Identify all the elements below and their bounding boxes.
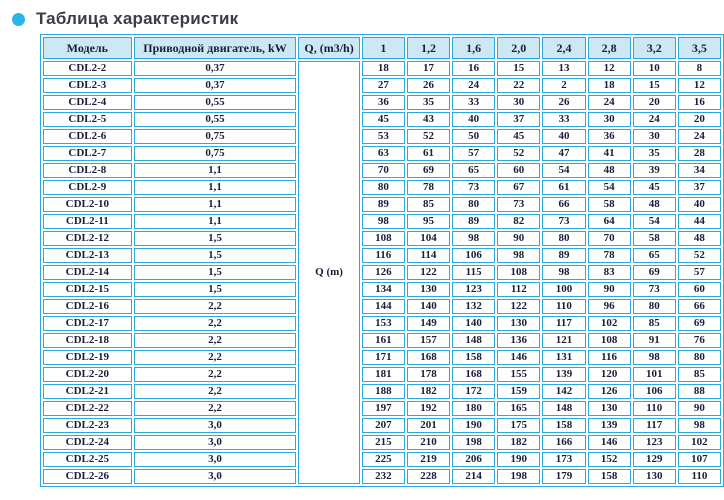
- head-value-cell: 61: [407, 146, 450, 161]
- model-cell: CDL2-23: [43, 418, 132, 433]
- head-value-cell: 98: [678, 418, 721, 433]
- table-row: [43, 180, 721, 195]
- head-value-cell: 30: [497, 95, 540, 110]
- head-value-cell: 149: [407, 316, 450, 331]
- table-row: [43, 469, 721, 484]
- power-cell: 1,1: [134, 214, 297, 229]
- model-cell: CDL2-7: [43, 146, 132, 161]
- head-value-cell: 148: [452, 333, 495, 348]
- head-value-cell: 80: [633, 299, 676, 314]
- head-value-cell: 110: [542, 299, 585, 314]
- head-value-cell: 20: [678, 112, 721, 127]
- table-row: [43, 418, 721, 433]
- head-value-cell: 115: [452, 265, 495, 280]
- head-value-cell: 12: [678, 78, 721, 93]
- head-value-cell: 45: [633, 180, 676, 195]
- head-value-cell: 27: [362, 78, 405, 93]
- head-value-cell: 130: [407, 282, 450, 297]
- table-row: [43, 435, 721, 450]
- power-cell: 2,2: [134, 350, 297, 365]
- head-value-cell: 136: [497, 333, 540, 348]
- flow-value-header: 3,2: [633, 37, 676, 59]
- head-value-cell: 63: [362, 146, 405, 161]
- head-value-cell: 85: [678, 367, 721, 382]
- head-value-cell: 140: [407, 299, 450, 314]
- power-cell: 3,0: [134, 452, 297, 467]
- head-value-cell: 159: [497, 384, 540, 399]
- head-value-cell: 132: [452, 299, 495, 314]
- head-value-cell: 54: [542, 163, 585, 178]
- head-value-cell: 73: [452, 180, 495, 195]
- head-value-cell: 153: [362, 316, 405, 331]
- head-value-cell: 116: [588, 350, 631, 365]
- model-cell: CDL2-22: [43, 401, 132, 416]
- model-cell: CDL2-18: [43, 333, 132, 348]
- head-value-cell: 18: [588, 78, 631, 93]
- head-value-cell: 45: [362, 112, 405, 127]
- model-column-header: Модель: [43, 37, 132, 59]
- page-title: Таблица характеристик: [36, 9, 239, 28]
- power-cell: 2,2: [134, 333, 297, 348]
- head-value-cell: 22: [497, 78, 540, 93]
- head-value-cell: 89: [362, 197, 405, 212]
- table-row: [43, 316, 721, 331]
- head-value-cell: 197: [362, 401, 405, 416]
- head-value-cell: 90: [588, 282, 631, 297]
- power-cell: 0,55: [134, 95, 297, 110]
- head-value-cell: 126: [588, 384, 631, 399]
- head-value-cell: 122: [497, 299, 540, 314]
- model-cell: CDL2-15: [43, 282, 132, 297]
- head-value-cell: 65: [452, 163, 495, 178]
- model-cell: CDL2-14: [43, 265, 132, 280]
- head-value-cell: 102: [588, 316, 631, 331]
- head-value-cell: 206: [452, 452, 495, 467]
- head-value-cell: 54: [588, 180, 631, 195]
- table-row: [43, 61, 721, 76]
- model-cell: CDL2-9: [43, 180, 132, 195]
- characteristics-table: [40, 34, 724, 487]
- power-cell: 2,2: [134, 316, 297, 331]
- head-value-cell: 91: [633, 333, 676, 348]
- model-cell: CDL2-17: [43, 316, 132, 331]
- head-value-cell: 15: [497, 61, 540, 76]
- table-row: [43, 452, 721, 467]
- head-value-cell: 17: [407, 61, 450, 76]
- head-value-cell: 98: [452, 231, 495, 246]
- head-value-cell: 40: [542, 129, 585, 144]
- table-row: [43, 197, 721, 212]
- power-cell: 3,0: [134, 418, 297, 433]
- head-value-cell: 73: [542, 214, 585, 229]
- head-value-cell: 98: [362, 214, 405, 229]
- head-value-cell: 45: [497, 129, 540, 144]
- model-cell: CDL2-5: [43, 112, 132, 127]
- head-value-cell: 26: [407, 78, 450, 93]
- table-row: [43, 95, 721, 110]
- head-value-cell: 58: [588, 197, 631, 212]
- head-value-cell: 69: [678, 316, 721, 331]
- power-cell: 3,0: [134, 469, 297, 484]
- head-value-cell: 30: [633, 129, 676, 144]
- power-cell: 0,75: [134, 146, 297, 161]
- table-row: [43, 265, 721, 280]
- head-value-cell: 95: [407, 214, 450, 229]
- table-row: [43, 231, 721, 246]
- head-value-cell: 110: [633, 401, 676, 416]
- model-cell: CDL2-13: [43, 248, 132, 263]
- head-value-cell: 104: [407, 231, 450, 246]
- model-cell: CDL2-2: [43, 61, 132, 76]
- head-value-cell: 70: [588, 231, 631, 246]
- head-value-cell: 168: [452, 367, 495, 382]
- model-cell: CDL2-3: [43, 78, 132, 93]
- head-value-cell: 107: [678, 452, 721, 467]
- head-value-cell: 70: [362, 163, 405, 178]
- head-value-cell: 8: [678, 61, 721, 76]
- head-value-cell: 78: [588, 248, 631, 263]
- head-value-cell: 126: [362, 265, 405, 280]
- head-value-cell: 73: [497, 197, 540, 212]
- cyan-bullet-icon: [12, 13, 25, 26]
- head-value-cell: 190: [497, 452, 540, 467]
- head-value-cell: 2: [542, 78, 585, 93]
- head-value-cell: 48: [633, 197, 676, 212]
- head-value-cell: 90: [497, 231, 540, 246]
- head-value-cell: 80: [362, 180, 405, 195]
- model-cell: CDL2-11: [43, 214, 132, 229]
- head-value-cell: 182: [497, 435, 540, 450]
- head-value-cell: 192: [407, 401, 450, 416]
- head-value-cell: 134: [362, 282, 405, 297]
- head-value-cell: 83: [588, 265, 631, 280]
- head-value-cell: 140: [452, 316, 495, 331]
- head-value-cell: 172: [452, 384, 495, 399]
- head-value-cell: 158: [588, 469, 631, 484]
- head-value-cell: 168: [407, 350, 450, 365]
- head-value-cell: 179: [542, 469, 585, 484]
- head-value-cell: 52: [497, 146, 540, 161]
- head-value-cell: 26: [542, 95, 585, 110]
- motor-column-header: Приводной двигатель, kW: [134, 37, 297, 59]
- head-value-cell: 41: [588, 146, 631, 161]
- head-value-cell: 148: [542, 401, 585, 416]
- power-cell: 0,37: [134, 78, 297, 93]
- head-value-cell: 12: [588, 61, 631, 76]
- head-value-cell: 108: [588, 333, 631, 348]
- power-cell: 1,1: [134, 180, 297, 195]
- head-value-cell: 48: [678, 231, 721, 246]
- head-value-cell: 146: [588, 435, 631, 450]
- head-value-cell: 188: [362, 384, 405, 399]
- head-value-cell: 73: [633, 282, 676, 297]
- head-value-cell: 85: [407, 197, 450, 212]
- head-value-cell: 85: [633, 316, 676, 331]
- head-value-cell: 171: [362, 350, 405, 365]
- head-value-cell: 98: [497, 248, 540, 263]
- head-value-cell: 76: [678, 333, 721, 348]
- flow-value-header: 1,2: [407, 37, 450, 59]
- table-row: [43, 299, 721, 314]
- head-value-cell: 110: [678, 469, 721, 484]
- head-value-cell: 166: [542, 435, 585, 450]
- head-value-cell: 24: [452, 78, 495, 93]
- table-row: [43, 146, 721, 161]
- head-value-cell: 130: [497, 316, 540, 331]
- head-value-cell: 15: [633, 78, 676, 93]
- power-cell: 0,75: [134, 129, 297, 144]
- head-value-cell: 57: [678, 265, 721, 280]
- head-value-cell: 130: [588, 401, 631, 416]
- model-cell: CDL2-6: [43, 129, 132, 144]
- head-value-cell: 108: [497, 265, 540, 280]
- head-value-cell: 161: [362, 333, 405, 348]
- power-cell: 0,55: [134, 112, 297, 127]
- head-value-cell: 18: [362, 61, 405, 76]
- power-cell: 2,2: [134, 299, 297, 314]
- head-value-cell: 214: [452, 469, 495, 484]
- flow-value-header: 2,4: [542, 37, 585, 59]
- head-value-cell: 20: [633, 95, 676, 110]
- head-value-cell: 40: [452, 112, 495, 127]
- flow-value-header: 2,0: [497, 37, 540, 59]
- head-value-cell: 228: [407, 469, 450, 484]
- head-value-cell: 108: [362, 231, 405, 246]
- head-value-cell: 35: [407, 95, 450, 110]
- head-value-cell: 112: [497, 282, 540, 297]
- flow-value-header: 1,6: [452, 37, 495, 59]
- head-value-cell: 24: [633, 112, 676, 127]
- head-value-cell: 44: [678, 214, 721, 229]
- head-value-cell: 146: [497, 350, 540, 365]
- model-cell: CDL2-25: [43, 452, 132, 467]
- model-cell: CDL2-20: [43, 367, 132, 382]
- head-value-cell: 78: [407, 180, 450, 195]
- head-value-cell: 198: [452, 435, 495, 450]
- table-row: [43, 248, 721, 263]
- power-cell: 0,37: [134, 61, 297, 76]
- head-value-cell: 37: [678, 180, 721, 195]
- head-value-cell: 43: [407, 112, 450, 127]
- head-value-cell: 215: [362, 435, 405, 450]
- head-value-cell: 201: [407, 418, 450, 433]
- head-value-cell: 106: [633, 384, 676, 399]
- head-value-cell: 158: [452, 350, 495, 365]
- head-value-cell: 178: [407, 367, 450, 382]
- head-value-cell: 35: [633, 146, 676, 161]
- head-value-cell: 123: [633, 435, 676, 450]
- head-value-cell: 116: [362, 248, 405, 263]
- head-value-cell: 24: [678, 129, 721, 144]
- table-row: [43, 401, 721, 416]
- power-cell: 2,2: [134, 384, 297, 399]
- head-value-cell: 144: [362, 299, 405, 314]
- head-value-cell: 24: [588, 95, 631, 110]
- head-value-cell: 54: [633, 214, 676, 229]
- head-value-cell: 210: [407, 435, 450, 450]
- head-value-cell: 16: [452, 61, 495, 76]
- head-value-cell: 139: [588, 418, 631, 433]
- head-value-cell: 157: [407, 333, 450, 348]
- head-value-cell: 33: [452, 95, 495, 110]
- model-cell: CDL2-19: [43, 350, 132, 365]
- model-cell: CDL2-12: [43, 231, 132, 246]
- power-cell: 1,1: [134, 197, 297, 212]
- power-cell: 2,2: [134, 401, 297, 416]
- power-cell: 1,5: [134, 248, 297, 263]
- model-cell: CDL2-4: [43, 95, 132, 110]
- head-value-cell: 190: [452, 418, 495, 433]
- head-value-cell: 82: [497, 214, 540, 229]
- head-value-cell: 47: [542, 146, 585, 161]
- head-value-cell: 121: [542, 333, 585, 348]
- head-value-cell: 34: [678, 163, 721, 178]
- flow-value-header: 2,8: [588, 37, 631, 59]
- head-value-cell: 57: [452, 146, 495, 161]
- head-value-cell: 10: [633, 61, 676, 76]
- head-value-cell: 175: [497, 418, 540, 433]
- head-value-cell: 90: [678, 401, 721, 416]
- head-value-cell: 173: [542, 452, 585, 467]
- head-value-cell: 60: [678, 282, 721, 297]
- head-value-cell: 48: [588, 163, 631, 178]
- head-value-cell: 61: [542, 180, 585, 195]
- head-value-cell: 80: [678, 350, 721, 365]
- head-value-cell: 158: [542, 418, 585, 433]
- head-value-cell: 123: [452, 282, 495, 297]
- head-value-cell: 165: [497, 401, 540, 416]
- head-value-cell: 36: [588, 129, 631, 144]
- table-row: [43, 163, 721, 178]
- head-value-cell: 98: [633, 350, 676, 365]
- head-value-cell: 52: [678, 248, 721, 263]
- head-value-cell: 142: [542, 384, 585, 399]
- table-header-row: [43, 37, 721, 59]
- head-value-cell: 69: [407, 163, 450, 178]
- table-row: [43, 129, 721, 144]
- q-unit-cell: Q (m): [298, 61, 359, 484]
- table-row: [43, 350, 721, 365]
- head-value-cell: 69: [633, 265, 676, 280]
- head-value-cell: 89: [452, 214, 495, 229]
- power-cell: 1,5: [134, 282, 297, 297]
- head-value-cell: 225: [362, 452, 405, 467]
- table-row: [43, 384, 721, 399]
- model-cell: CDL2-8: [43, 163, 132, 178]
- power-cell: 2,2: [134, 367, 297, 382]
- head-value-cell: 182: [407, 384, 450, 399]
- head-value-cell: 181: [362, 367, 405, 382]
- head-value-cell: 52: [407, 129, 450, 144]
- head-value-cell: 232: [362, 469, 405, 484]
- head-value-cell: 88: [678, 384, 721, 399]
- head-value-cell: 100: [542, 282, 585, 297]
- head-value-cell: 117: [633, 418, 676, 433]
- head-value-cell: 129: [633, 452, 676, 467]
- power-cell: 1,1: [134, 163, 297, 178]
- head-value-cell: 53: [362, 129, 405, 144]
- model-cell: CDL2-10: [43, 197, 132, 212]
- head-value-cell: 37: [497, 112, 540, 127]
- head-value-cell: 139: [542, 367, 585, 382]
- head-value-cell: 66: [542, 197, 585, 212]
- head-value-cell: 131: [542, 350, 585, 365]
- head-value-cell: 114: [407, 248, 450, 263]
- flow-value-header: 1: [362, 37, 405, 59]
- head-value-cell: 40: [678, 197, 721, 212]
- head-value-cell: 16: [678, 95, 721, 110]
- head-value-cell: 65: [633, 248, 676, 263]
- head-value-cell: 207: [362, 418, 405, 433]
- head-value-cell: 130: [633, 469, 676, 484]
- table-row: [43, 282, 721, 297]
- head-value-cell: 219: [407, 452, 450, 467]
- head-value-cell: 122: [407, 265, 450, 280]
- head-value-cell: 198: [497, 469, 540, 484]
- head-value-cell: 101: [633, 367, 676, 382]
- table-row: [43, 367, 721, 382]
- model-cell: CDL2-26: [43, 469, 132, 484]
- head-value-cell: 106: [452, 248, 495, 263]
- power-cell: 3,0: [134, 435, 297, 450]
- head-value-cell: 33: [542, 112, 585, 127]
- table-row: [43, 78, 721, 93]
- head-value-cell: 50: [452, 129, 495, 144]
- head-value-cell: 67: [497, 180, 540, 195]
- head-value-cell: 60: [497, 163, 540, 178]
- table-row: [43, 112, 721, 127]
- head-value-cell: 66: [678, 299, 721, 314]
- model-cell: CDL2-24: [43, 435, 132, 450]
- flow-rate-column-header: Q, (m3/h): [298, 37, 359, 59]
- head-value-cell: 80: [452, 197, 495, 212]
- head-value-cell: 58: [633, 231, 676, 246]
- model-cell: CDL2-21: [43, 384, 132, 399]
- table-row: [43, 214, 721, 229]
- head-value-cell: 80: [542, 231, 585, 246]
- head-value-cell: 28: [678, 146, 721, 161]
- head-value-cell: 30: [588, 112, 631, 127]
- head-value-cell: 155: [497, 367, 540, 382]
- head-value-cell: 13: [542, 61, 585, 76]
- power-cell: 1,5: [134, 265, 297, 280]
- section-title-row: [0, 0, 724, 29]
- head-value-cell: 96: [588, 299, 631, 314]
- power-cell: 1,5: [134, 231, 297, 246]
- head-value-cell: 180: [452, 401, 495, 416]
- head-value-cell: 36: [362, 95, 405, 110]
- head-value-cell: 98: [542, 265, 585, 280]
- flow-value-header: 3,5: [678, 37, 721, 59]
- head-value-cell: 39: [633, 163, 676, 178]
- head-value-cell: 120: [588, 367, 631, 382]
- table-row: [43, 333, 721, 348]
- head-value-cell: 89: [542, 248, 585, 263]
- head-value-cell: 152: [588, 452, 631, 467]
- head-value-cell: 117: [542, 316, 585, 331]
- head-value-cell: 102: [678, 435, 721, 450]
- head-value-cell: 64: [588, 214, 631, 229]
- model-cell: CDL2-16: [43, 299, 132, 314]
